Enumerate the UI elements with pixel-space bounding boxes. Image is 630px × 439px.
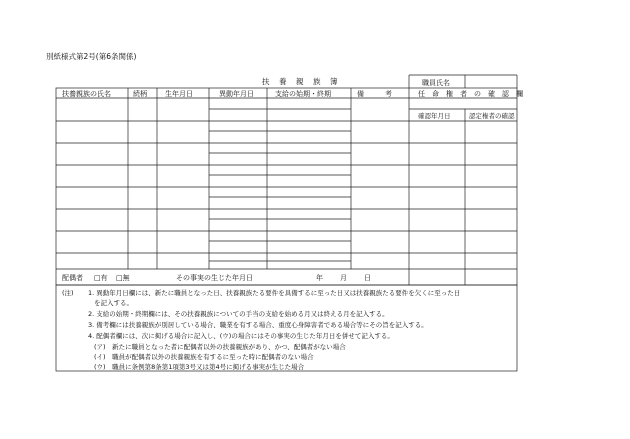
note-item: 3. 備考欄には扶養親族が別居している場合、職業を有する場合、重度心身障害者である場合等にその旨を記入する。: [88, 321, 428, 329]
note-item: 1. 異動年月日欄には、新たに職員となった日、扶養親族たる要件を具備するに至った日又は扶養親族たる要件を欠くに至った日: [88, 289, 461, 297]
spouse-occur-label: その事実の生じた年月日: [176, 274, 253, 282]
spouse-label: 配偶者: [62, 274, 83, 282]
note-item: 4. 配偶者欄には、次に掲げる場合に記入し、(ウ)の場合にはその事実の生じた年月日を併せて記入する。: [88, 332, 394, 340]
note-subitem: (イ) 職員が配偶者以外の扶養親族を有するに至った時に配偶者のない場合: [94, 353, 314, 361]
header-confirmer: 認定権者の確認: [469, 112, 515, 120]
header-remarks: 備 考: [357, 90, 392, 98]
header-confirm-date: 確認年月日: [418, 112, 451, 120]
note-subitem: (ウ) 職員に条例第8条第1項第3号又は第4号に掲げる事実が生じた場合: [94, 363, 305, 371]
register-title: 扶 養 親 族 簿: [262, 77, 339, 86]
header-allowance-period: 支給の始期・終期: [275, 90, 331, 98]
notes-prefix: (注): [62, 289, 74, 297]
spouse-no-checkbox[interactable]: □無: [116, 274, 130, 282]
header-birthdate: 生年月日: [165, 90, 193, 98]
spouse-day: 日: [364, 274, 371, 282]
header-confirm: 任 命 権 者 の 確 認 欄: [418, 90, 523, 98]
spouse-month: 月: [340, 274, 347, 282]
staff-name-label: 職員氏名: [422, 79, 450, 87]
header-relation: 続柄: [133, 90, 147, 98]
spouse-year: 年: [316, 274, 323, 282]
header-name: 扶養親族の氏名: [62, 90, 111, 98]
note-item: 2. 支給の始期・終期欄には、その扶養親族についての手当の支給を始める月又は終える月を記入する。: [88, 310, 389, 318]
form-id: 別紙様式第2号(第6条関係): [46, 52, 137, 61]
spouse-yes-checkbox[interactable]: □有: [94, 274, 108, 282]
note-subitem: (ア) 新たに職員となった者に配偶者以外の扶養親族があり、かつ、配偶者がない場合: [94, 343, 346, 351]
header-change-date: 異動年月日: [219, 90, 254, 98]
note-item: を記入する。: [94, 299, 133, 307]
